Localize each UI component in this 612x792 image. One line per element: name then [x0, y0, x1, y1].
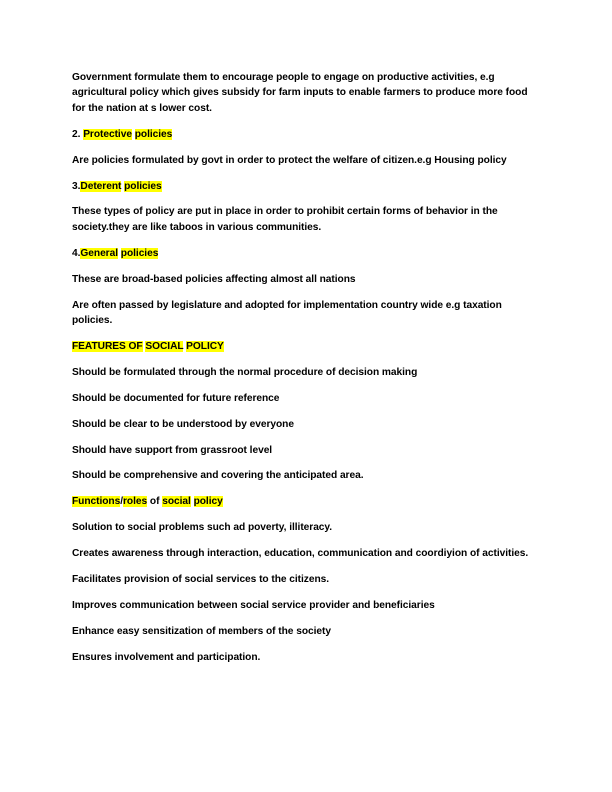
- heading-number: 2.: [72, 128, 84, 140]
- heading-protective-policies: [72, 127, 542, 142]
- document-page: [72, 70, 542, 676]
- highlight-word: SOCIAL: [145, 340, 184, 352]
- heading-functions: [72, 494, 542, 509]
- highlight-word: policies: [124, 180, 162, 192]
- feature-item: Should be clear to be understood by everyone: [72, 418, 294, 430]
- feature-item: Should have support from grassroot level: [72, 444, 273, 456]
- heading-number: 4.: [72, 247, 81, 259]
- function-item: Enhance easy sensitization of members of the society: [72, 625, 331, 637]
- heading-general-policies: [72, 246, 542, 261]
- deterent-policies-body: These types of policy are put in place in order to prohibit certain forms of behavior in the society.they are like taboos in various communities.: [72, 206, 498, 233]
- highlight-word: policy: [193, 496, 223, 508]
- general-policies-body-2: Are often passed by legislature and adopted for implementation country wide e.g taxation policies.: [72, 299, 502, 326]
- heading-deterent-policies: [72, 179, 542, 194]
- highlight-word: General: [80, 247, 118, 259]
- feature-item: Should be formulated through the normal procedure of decision making: [72, 366, 418, 378]
- highlight-word: POLICY: [186, 340, 224, 352]
- heading-connector: of: [147, 496, 163, 508]
- intro-paragraph: Government formulate them to encourage people to engage on productive activities, e.g agricultural policy which gives subsidy for farm inputs to enable farmers to produce more food for the nation at s lower cost.: [72, 72, 528, 114]
- highlight-word: policies: [120, 247, 159, 259]
- highlight-word: Protective: [83, 128, 132, 140]
- feature-item: Should be comprehensive and covering the anticipated area.: [72, 470, 364, 482]
- function-item: Solution to social problems such ad poverty, illiteracy.: [72, 522, 333, 534]
- feature-item: Should be documented for future reference: [72, 392, 280, 404]
- general-policies-body-1: These are broad-based policies affecting almost all nations: [72, 273, 356, 285]
- highlight-word: Functions: [72, 496, 121, 508]
- highlight-word: FEATURES OF: [72, 340, 143, 352]
- heading-number: 3.: [72, 180, 81, 192]
- function-item: Improves communication between social service provider and beneficiaries: [72, 599, 435, 611]
- function-item: Facilitates provision of social services to the citizens.: [72, 574, 330, 586]
- highlight-word: Deterent: [80, 180, 122, 192]
- protective-policies-body: Are policies formulated by govt in order to protect the welfare of citizen.e.g Housing policy: [72, 154, 507, 166]
- function-item: Creates awareness through interaction, education, communication and coordiyion of activities.: [72, 548, 529, 560]
- heading-separator: /: [120, 496, 124, 508]
- highlight-word: social: [162, 496, 191, 508]
- highlight-word: roles: [123, 496, 148, 508]
- highlight-word: policies: [134, 128, 173, 140]
- heading-features: [72, 339, 542, 354]
- function-item: Ensures involvement and participation.: [72, 651, 261, 663]
